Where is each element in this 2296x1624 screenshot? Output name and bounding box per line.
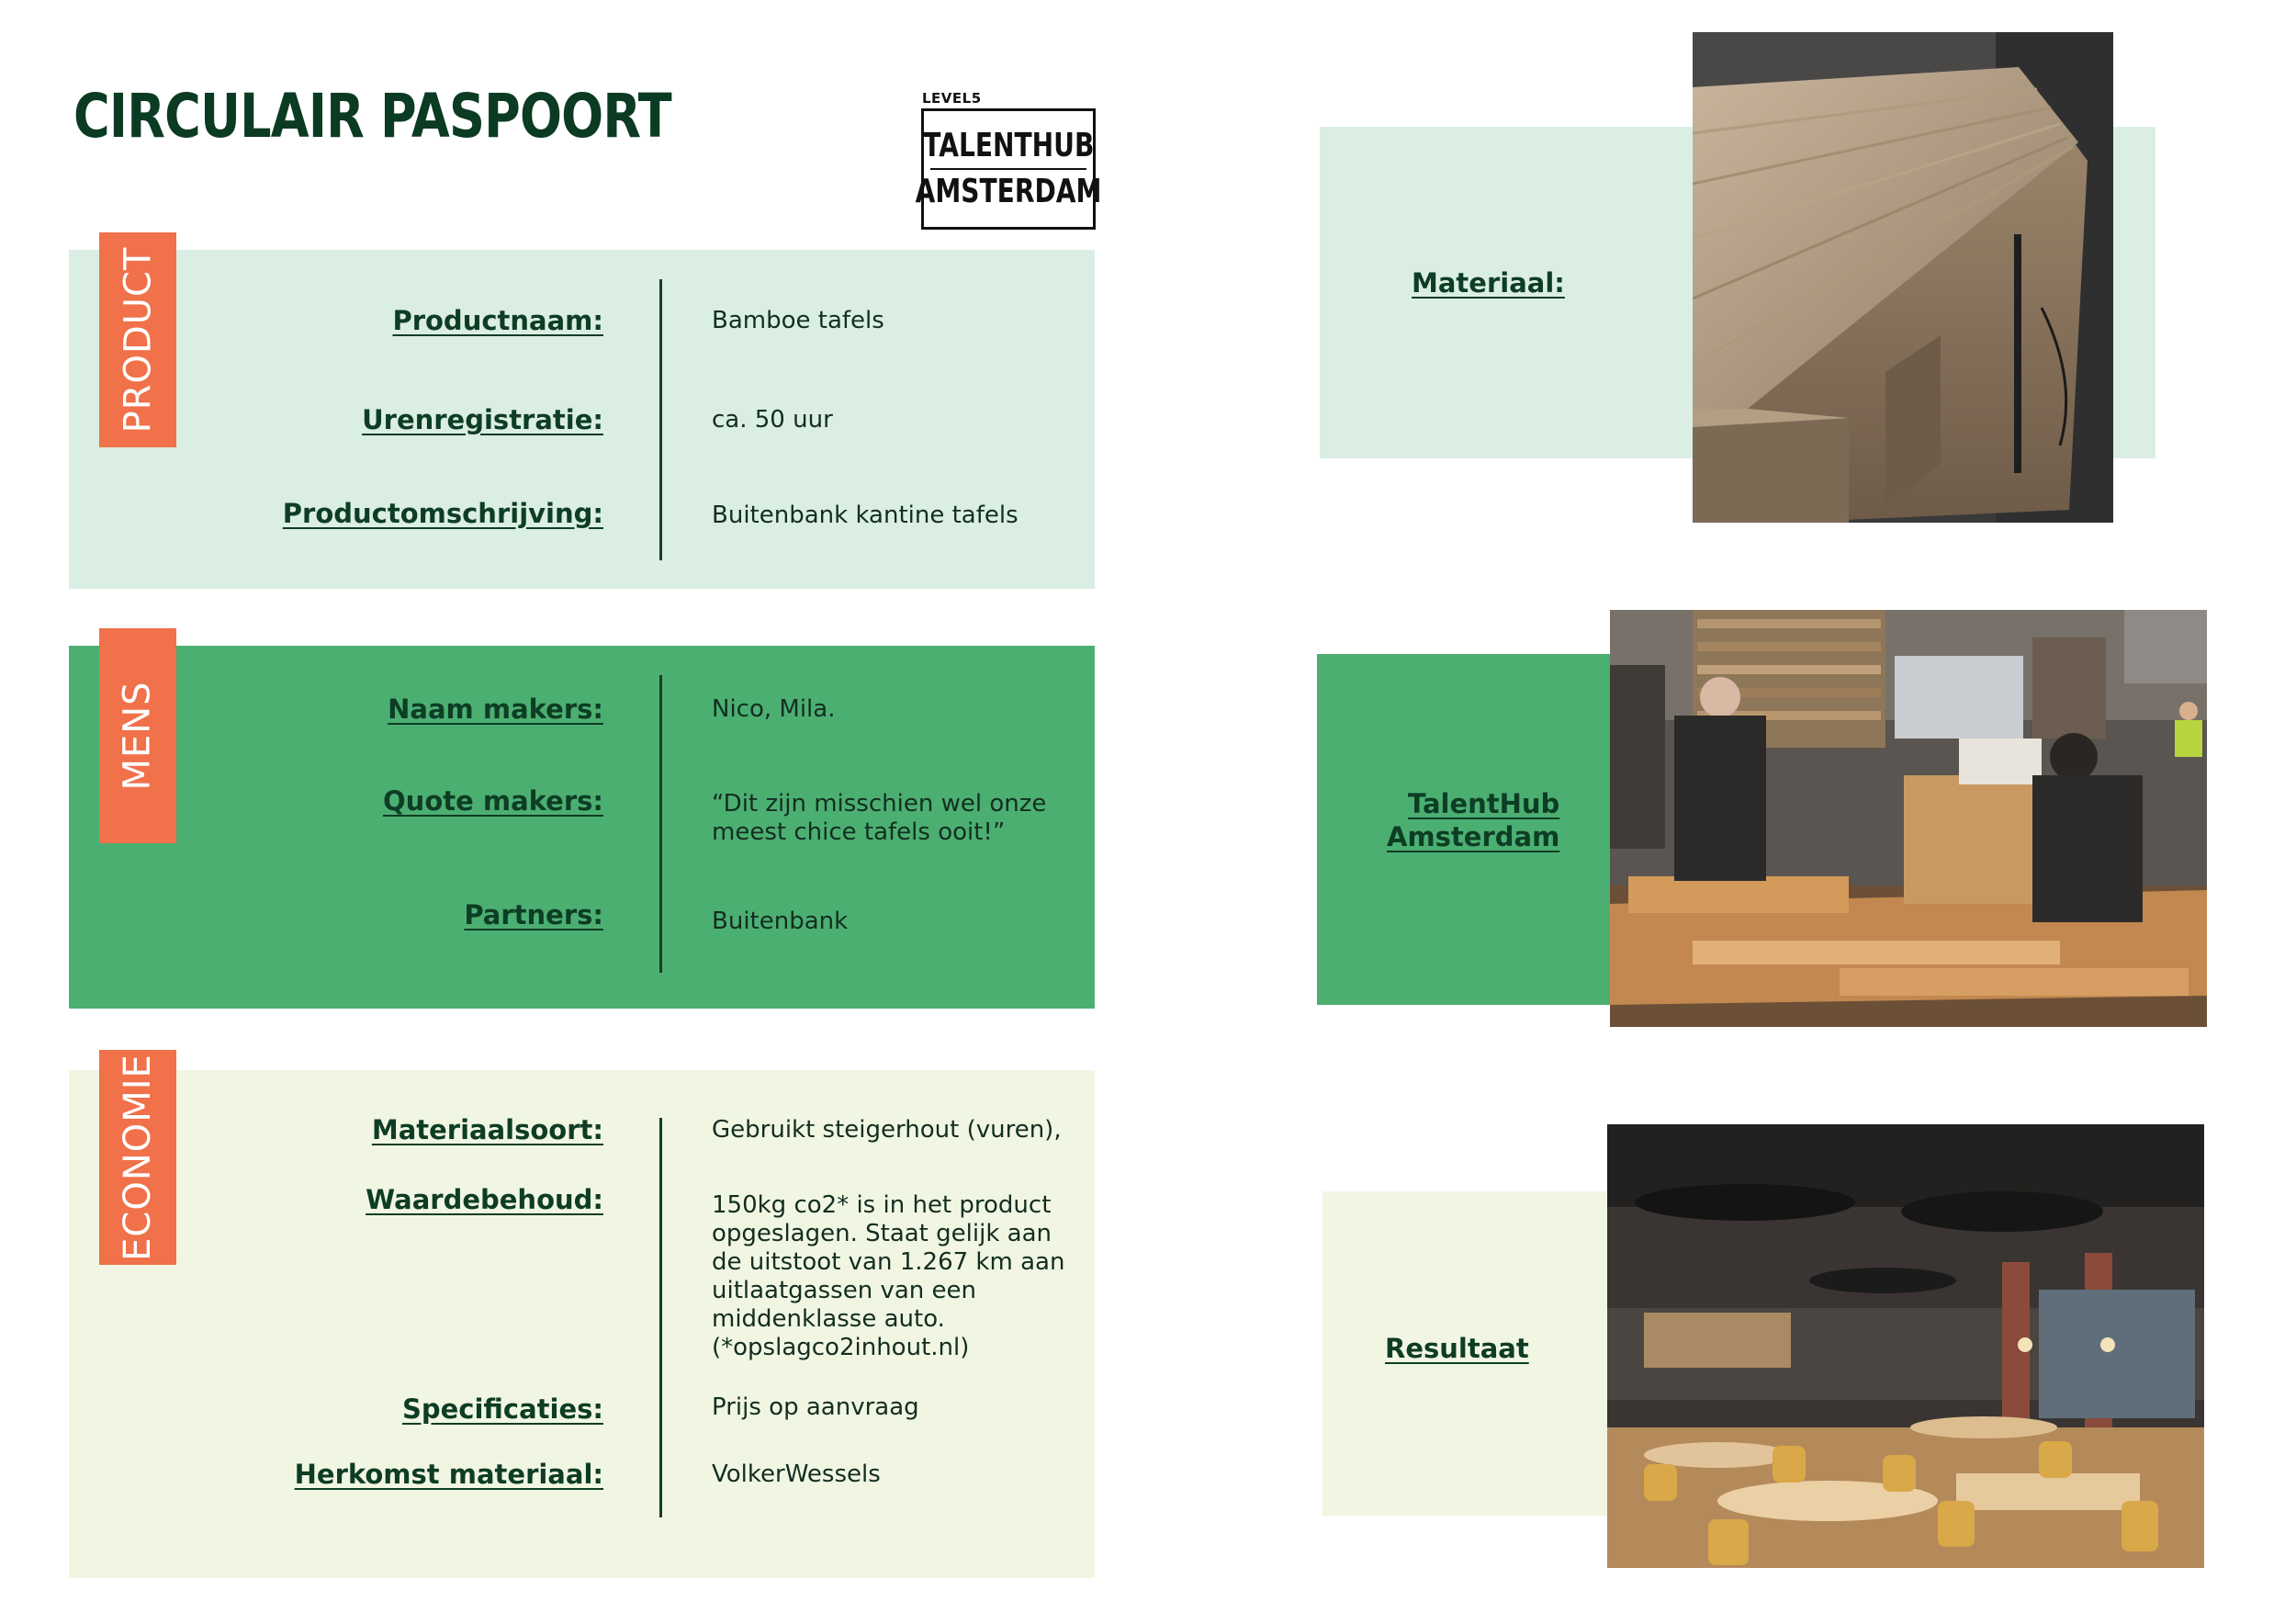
logo-divider [930, 168, 1086, 170]
naam-makers-label: Naam makers: [388, 694, 603, 725]
partners-label: Partners: [464, 899, 603, 930]
product-tab-label: PRODUCT [117, 246, 159, 434]
partners-value: Buitenbank [712, 908, 849, 935]
economie-tab-label: ECONOMIE [117, 1054, 159, 1261]
product-tab [99, 232, 176, 447]
mens-tab-label: MENS [117, 681, 160, 791]
materiaalsoort-value: Gebruikt steigerhout (vuren), [712, 1116, 1062, 1144]
page-title: CIRCULAIR PASPOORT [73, 81, 671, 152]
economie-section [69, 1054, 1095, 1578]
herkomst-materiaal-label: Herkomst materiaal: [294, 1459, 603, 1490]
talenthub-logo [915, 108, 1102, 230]
mens-divider [659, 675, 662, 973]
specificaties-value: Prijs op aanvraag [712, 1393, 919, 1421]
specificaties-label: Specificaties: [401, 1393, 603, 1425]
productomschrijving-label: Productomschrijving: [282, 498, 603, 529]
mens-section [69, 646, 1095, 1009]
workshop-photo [1610, 610, 2207, 1027]
herkomst-materiaal-value: VolkerWessels [712, 1460, 881, 1488]
resultaat-photo [1607, 1124, 2204, 1568]
talenthub-label-line2: Amsterdam [1387, 821, 1560, 852]
naam-makers-value: Nico, Mila. [712, 695, 836, 723]
economie-tab [99, 1050, 176, 1265]
materiaalsoort-label: Materiaalsoort: [371, 1114, 603, 1145]
product-section [69, 246, 1095, 589]
talenthub-label [1387, 787, 1559, 853]
quote-makers-label: Quote makers: [383, 785, 603, 817]
quote-makers-value: “Dit zijn misschien wel onze meest chice tafels ooit!” [712, 790, 1047, 846]
materiaal-label: Materiaal: [1412, 267, 1565, 299]
economie-divider [659, 1118, 662, 1517]
productnaam-value: Bamboe tafels [712, 307, 884, 334]
logo-line-2: AMSTERDAM [915, 173, 1102, 210]
materiaal-photo [1693, 32, 2113, 523]
logo-level-text: LEVEL5 [922, 90, 982, 107]
urenregistratie-value: ca. 50 uur [712, 406, 833, 434]
productnaam-label: Productnaam: [392, 305, 603, 336]
logo-line-1: TALENTHUB [922, 127, 1095, 164]
product-divider [659, 279, 662, 560]
waardebehoud-value: 150kg co2* is in het product opgeslagen. Staat gelijk aan de uitstoot van 1.267 km aan uitlaatgassen van een middenklasse auto. (*opslagco2inhout.nl) [712, 1191, 1065, 1361]
urenregistratie-label: Urenregistratie: [362, 404, 603, 435]
talenthub-label-line1: TalentHub [1407, 788, 1560, 819]
resultaat-label: Resultaat [1385, 1333, 1529, 1364]
productomschrijving-value: Buitenbank kantine tafels [712, 502, 1019, 529]
mens-tab [99, 628, 176, 843]
waardebehoud-label: Waardebehoud: [366, 1184, 603, 1215]
